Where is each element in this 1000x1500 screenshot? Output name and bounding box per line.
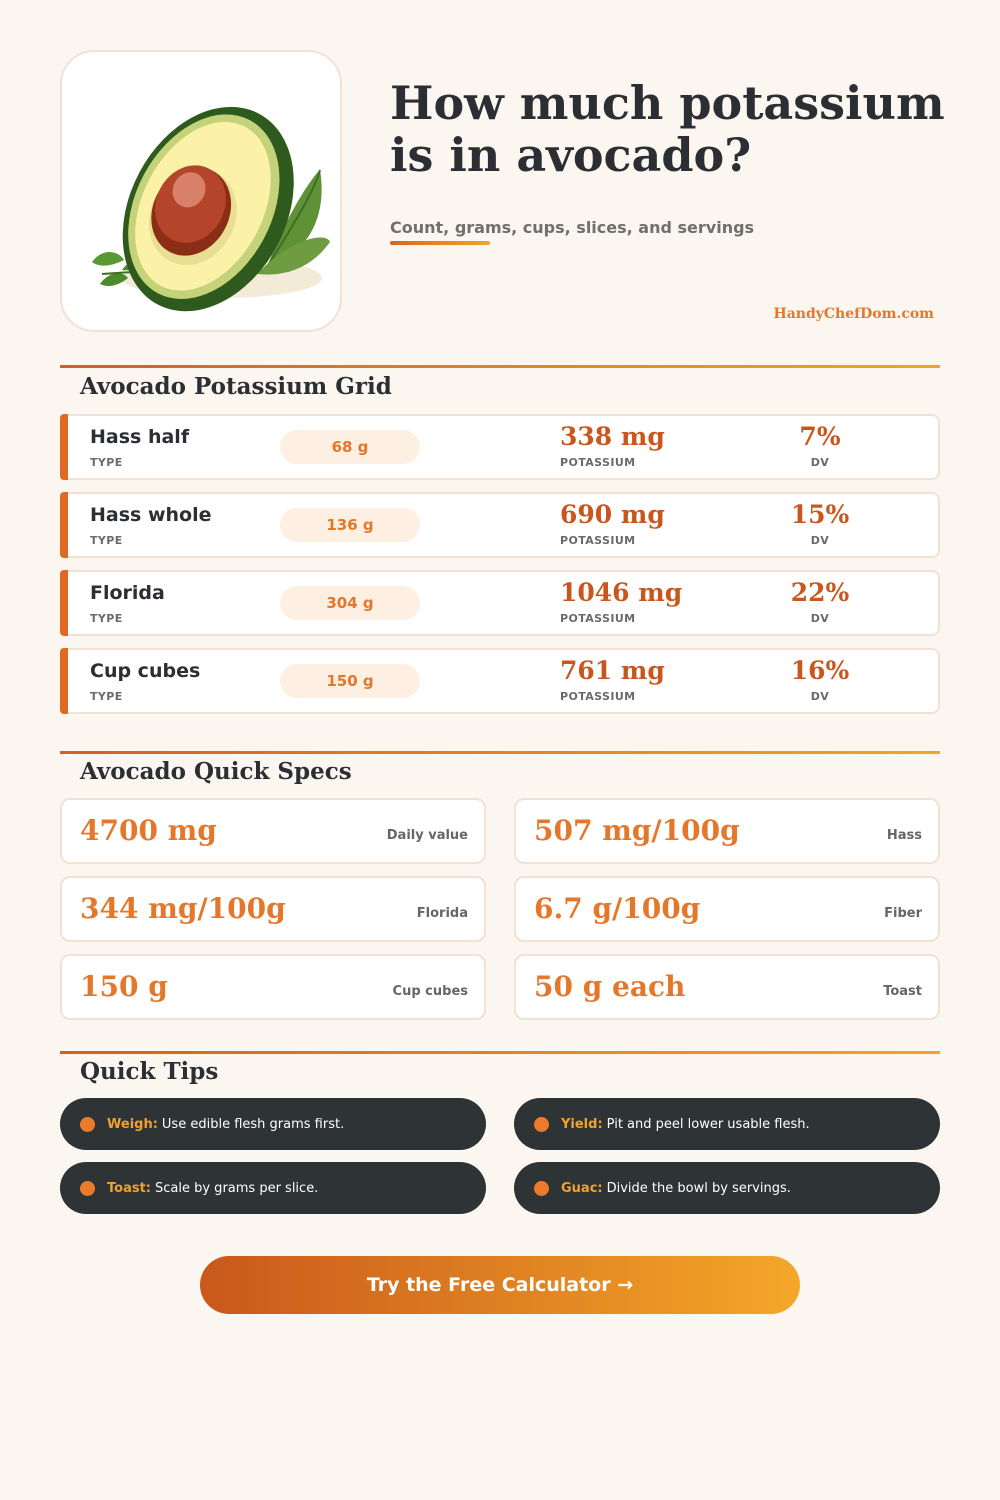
grid-row-hass-half [60, 414, 940, 480]
spec-card-fiber [514, 876, 940, 942]
row-potassium-label: POTASSIUM [560, 534, 636, 547]
avocado-icon [62, 52, 340, 330]
row-dv-label: DV [810, 690, 830, 703]
spec-value: 4700 mg [80, 814, 217, 847]
spec-card-hass [514, 798, 940, 864]
row-type-label: TYPE [90, 690, 123, 703]
spec-card-florida [60, 876, 486, 942]
specs-section-title: Avocado Quick Specs [80, 758, 352, 785]
row-accent-bar [60, 648, 68, 714]
row-dv-value: 15% [790, 500, 850, 529]
row-weight-pill: 68 g [280, 430, 420, 464]
section-divider [60, 365, 940, 368]
spec-value: 507 mg/100g [534, 814, 740, 847]
bullet-dot-icon [534, 1181, 549, 1196]
section-divider [60, 751, 940, 754]
tip-key: Toast: [107, 1180, 151, 1196]
row-accent-bar [60, 570, 68, 636]
tip-text: Divide the bowl by servings. [606, 1180, 791, 1196]
spec-value: 344 mg/100g [80, 892, 286, 925]
page-subtitle: Count, grams, cups, slices, and servings [390, 218, 755, 237]
row-dv-value: 22% [790, 578, 850, 607]
bullet-dot-icon [534, 1117, 549, 1132]
row-dv-label: DV [810, 534, 830, 547]
tip-key: Yield: [561, 1116, 603, 1132]
tips-section-title: Quick Tips [80, 1058, 219, 1085]
tip-key: Weigh: [107, 1116, 158, 1132]
row-potassium-value: 338 mg [560, 422, 665, 451]
calculator-cta-button[interactable]: Try the Free Calculator → [200, 1256, 800, 1314]
section-divider [60, 1051, 940, 1054]
tip-guac [514, 1162, 940, 1214]
spec-card-toast [514, 954, 940, 1020]
spec-label: Toast [883, 984, 922, 999]
row-type-name: Florida [90, 582, 165, 604]
spec-label: Hass [886, 828, 922, 843]
subtitle-underline [390, 241, 490, 245]
spec-label: Cup cubes [392, 984, 468, 999]
row-potassium-label: POTASSIUM [560, 456, 636, 469]
spec-label: Fiber [884, 906, 922, 921]
row-type-label: TYPE [90, 534, 123, 547]
spec-card-daily-value [60, 798, 486, 864]
spec-value: 50 g each [534, 970, 686, 1003]
bullet-dot-icon [80, 1117, 95, 1132]
row-type-name: Hass half [90, 426, 190, 448]
spec-card-cup-cubes [60, 954, 486, 1020]
tip-text: Pit and peel lower usable flesh. [606, 1116, 810, 1132]
tip-text: Scale by grams per slice. [155, 1180, 319, 1196]
spec-label: Florida [416, 906, 468, 921]
row-weight-pill: 304 g [280, 586, 420, 620]
avocado-image [60, 50, 342, 332]
row-accent-bar [60, 414, 68, 480]
spec-value: 150 g [80, 970, 168, 1003]
row-potassium-label: POTASSIUM [560, 612, 636, 625]
tip-key: Guac: [561, 1180, 603, 1196]
grid-section-title: Avocado Potassium Grid [80, 373, 392, 400]
row-weight-pill: 136 g [280, 508, 420, 542]
row-potassium-label: POTASSIUM [560, 690, 636, 703]
row-accent-bar [60, 492, 68, 558]
row-dv-value: 16% [790, 656, 850, 685]
row-type-name: Cup cubes [90, 660, 201, 682]
tip-weigh [60, 1098, 486, 1150]
row-type-label: TYPE [90, 612, 123, 625]
bullet-dot-icon [80, 1181, 95, 1196]
row-potassium-value: 690 mg [560, 500, 665, 529]
spec-label: Daily value [386, 828, 468, 843]
spec-value: 6.7 g/100g [534, 892, 701, 925]
tip-yield [514, 1098, 940, 1150]
row-dv-value: 7% [799, 422, 841, 451]
tip-toast [60, 1162, 486, 1214]
page-title: How much potassium is in avocado? [390, 76, 945, 182]
brand-link[interactable]: HandyChefDom.com [773, 306, 934, 322]
row-potassium-value: 761 mg [560, 656, 665, 685]
row-dv-label: DV [810, 612, 830, 625]
grid-row-hass-whole [60, 492, 940, 558]
row-dv-label: DV [810, 456, 830, 469]
grid-row-cup-cubes [60, 648, 940, 714]
grid-row-florida [60, 570, 940, 636]
row-weight-pill: 150 g [280, 664, 420, 698]
row-type-name: Hass whole [90, 504, 212, 526]
row-type-label: TYPE [90, 456, 123, 469]
tip-text: Use edible flesh grams first. [161, 1116, 345, 1132]
row-potassium-value: 1046 mg [560, 578, 683, 607]
